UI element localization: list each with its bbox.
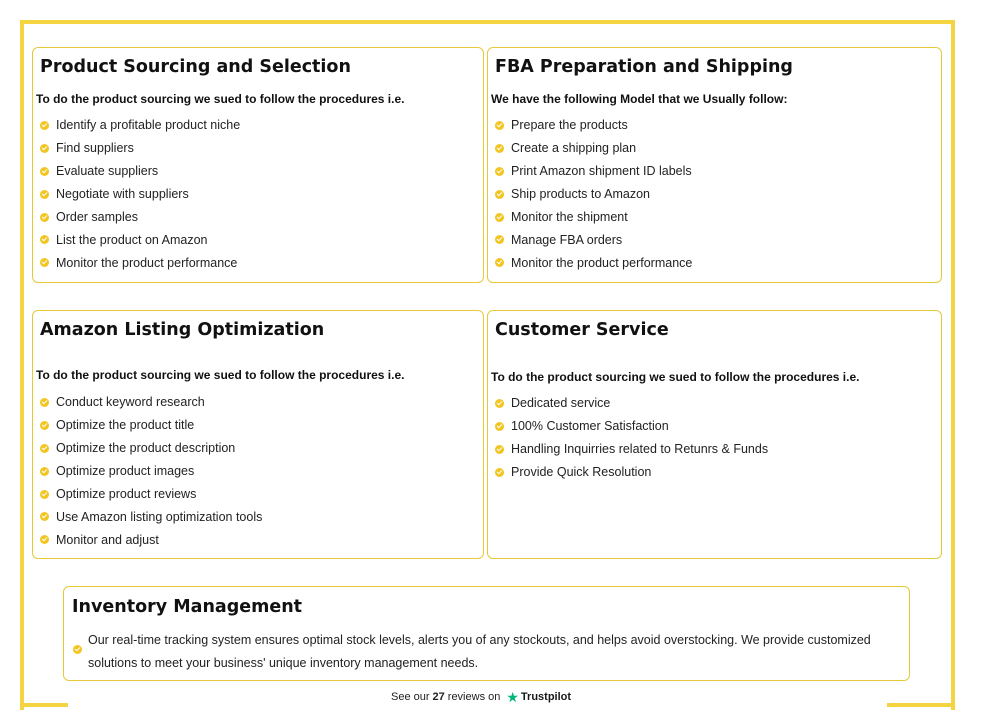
list-item: Optimize the product description bbox=[40, 437, 262, 460]
check-icon bbox=[40, 421, 49, 430]
list-item: Ship products to Amazon bbox=[495, 183, 692, 206]
card-title: Inventory Management bbox=[72, 597, 303, 617]
list-item: Handling Inquirries related to Retunrs & Funds bbox=[495, 438, 768, 461]
list-item: Identify a profitable product niche bbox=[40, 114, 240, 137]
trustpilot-prefix: See our bbox=[391, 691, 430, 703]
list-item: Manage FBA orders bbox=[495, 228, 692, 251]
check-icon bbox=[40, 144, 49, 153]
check-icon bbox=[495, 468, 504, 477]
card-intro: To do the product sourcing we sued to follow the procedures i.e. bbox=[36, 368, 405, 382]
check-icon bbox=[40, 213, 49, 222]
check-icon bbox=[495, 213, 504, 222]
check-icon bbox=[40, 167, 49, 176]
list-item: Monitor the shipment bbox=[495, 206, 692, 229]
check-icon bbox=[40, 398, 49, 407]
check-icon bbox=[495, 190, 504, 199]
list-item: Use Amazon listing optimization tools bbox=[40, 505, 262, 528]
feature-list bbox=[40, 391, 262, 551]
list-item: Dedicated service bbox=[495, 392, 768, 415]
card-customer-service bbox=[487, 310, 942, 559]
check-icon bbox=[495, 167, 504, 176]
card-title: FBA Preparation and Shipping bbox=[495, 57, 793, 77]
check-icon bbox=[40, 258, 49, 267]
list-item: Optimize product reviews bbox=[40, 483, 262, 506]
check-icon bbox=[40, 235, 49, 244]
trustpilot-star-icon: ★ bbox=[506, 689, 519, 705]
list-item: Monitor the product performance bbox=[40, 251, 240, 274]
card-inventory-management bbox=[63, 586, 910, 681]
trustpilot-suffix: reviews on bbox=[447, 691, 501, 703]
check-icon bbox=[495, 144, 504, 153]
card-product-sourcing bbox=[32, 47, 484, 283]
frame-bottom-left bbox=[20, 703, 68, 707]
list-item: Negotiate with suppliers bbox=[40, 183, 240, 206]
list-item: Create a shipping plan bbox=[495, 137, 692, 160]
list-item: Find suppliers bbox=[40, 137, 240, 160]
list-item: Prepare the products bbox=[495, 114, 692, 137]
list-item: Provide Quick Resolution bbox=[495, 461, 768, 484]
check-icon bbox=[40, 512, 49, 521]
list-item: List the product on Amazon bbox=[40, 228, 240, 251]
check-icon bbox=[495, 445, 504, 454]
check-icon bbox=[73, 645, 82, 654]
list-item: Conduct keyword research bbox=[40, 391, 262, 414]
inventory-description: Our real-time tracking system ensures optimal stock levels, alerts you of any stockouts, and helps avoid overstocking. We provide customized solutions to meet your business' unique inventory management needs. bbox=[88, 633, 871, 670]
review-count: 27 bbox=[432, 691, 445, 703]
check-icon bbox=[495, 399, 504, 408]
card-intro: To do the product sourcing we sued to follow the procedures i.e. bbox=[36, 92, 405, 106]
card-title: Product Sourcing and Selection bbox=[40, 57, 351, 77]
check-icon bbox=[40, 444, 49, 453]
feature-list bbox=[495, 114, 692, 274]
feature-list bbox=[495, 392, 768, 484]
check-icon bbox=[495, 121, 504, 130]
trustpilot-brand[interactable]: Trustpilot bbox=[520, 691, 572, 703]
check-icon bbox=[40, 535, 49, 544]
card-listing-optimization bbox=[32, 310, 484, 559]
card-intro: We have the following Model that we Usually follow: bbox=[491, 92, 788, 106]
list-item: Optimize product images bbox=[40, 460, 262, 483]
feature-list bbox=[40, 114, 240, 274]
list-item: Monitor and adjust bbox=[40, 528, 262, 551]
check-icon bbox=[40, 490, 49, 499]
list-item: Evaluate suppliers bbox=[40, 160, 240, 183]
check-icon bbox=[40, 467, 49, 476]
list-item: Monitor the product performance bbox=[495, 251, 692, 274]
list-item: Optimize the product title bbox=[40, 414, 262, 437]
list-item: Print Amazon shipment ID labels bbox=[495, 160, 692, 183]
card-intro: To do the product sourcing we sued to follow the procedures i.e. bbox=[491, 370, 860, 384]
card-fba-preparation bbox=[487, 47, 942, 283]
card-title: Amazon Listing Optimization bbox=[40, 320, 325, 340]
check-icon bbox=[495, 258, 504, 267]
frame-bottom-right bbox=[887, 703, 955, 707]
list-item: Order samples bbox=[40, 206, 240, 229]
check-icon bbox=[40, 190, 49, 199]
list-item: 100% Customer Satisfaction bbox=[495, 415, 768, 438]
check-icon bbox=[495, 422, 504, 431]
check-icon bbox=[40, 121, 49, 130]
trustpilot-widget[interactable] bbox=[391, 690, 571, 704]
card-title: Customer Service bbox=[495, 320, 669, 340]
check-icon bbox=[495, 235, 504, 244]
